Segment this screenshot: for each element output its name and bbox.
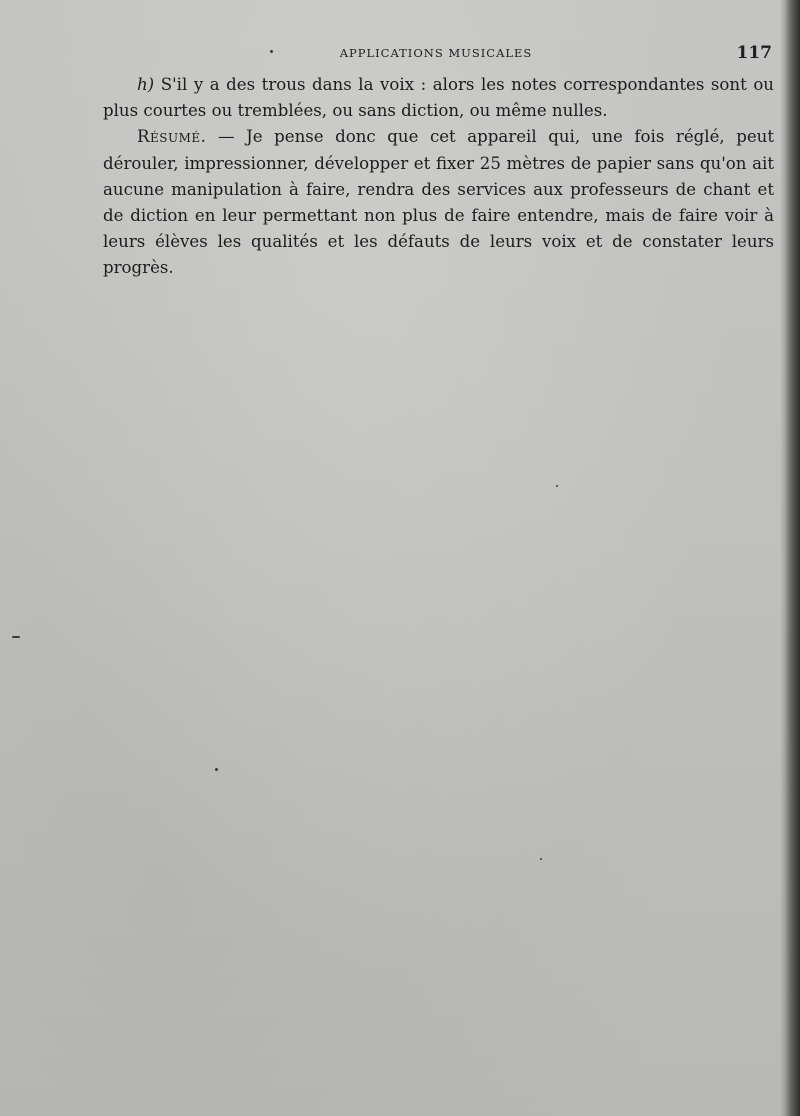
page-edge — [786, 0, 800, 1116]
running-title: APPLICATIONS MUSICALES — [339, 46, 533, 60]
paper-speck — [12, 636, 20, 638]
page-number: 117 — [736, 43, 772, 63]
paragraph-h-text: S'il y a des trous dans la voix : alors les notes correspondantes sont ou plus courtes ou tremblées, ou sans diction, ou même nulles. — [103, 75, 774, 121]
item-marker: h) — [137, 75, 155, 94]
paper-speck — [540, 858, 542, 860]
resume-label: Résumé. — [137, 127, 207, 147]
page-header — [100, 44, 772, 64]
paper-speck — [270, 50, 273, 53]
paragraph-resume — [103, 124, 774, 281]
paper-speck — [556, 485, 558, 487]
paragraph-resume-text: — Je pense donc que cet appareil qui, une fois réglé, peut dérouler, impressionner, développer et fixer 25 mètres de papier sans qu'on ait aucune manipulation à faire, rendra des services aux professeurs de chant et de diction en leur permettant non plus de faire entendre, mais de faire voir à leurs élèves les qualités et les défauts de leurs voix et de constater leurs progrès. — [103, 127, 774, 278]
body-text — [103, 72, 774, 282]
paragraph-h — [103, 72, 774, 124]
paper-speck — [215, 768, 218, 771]
